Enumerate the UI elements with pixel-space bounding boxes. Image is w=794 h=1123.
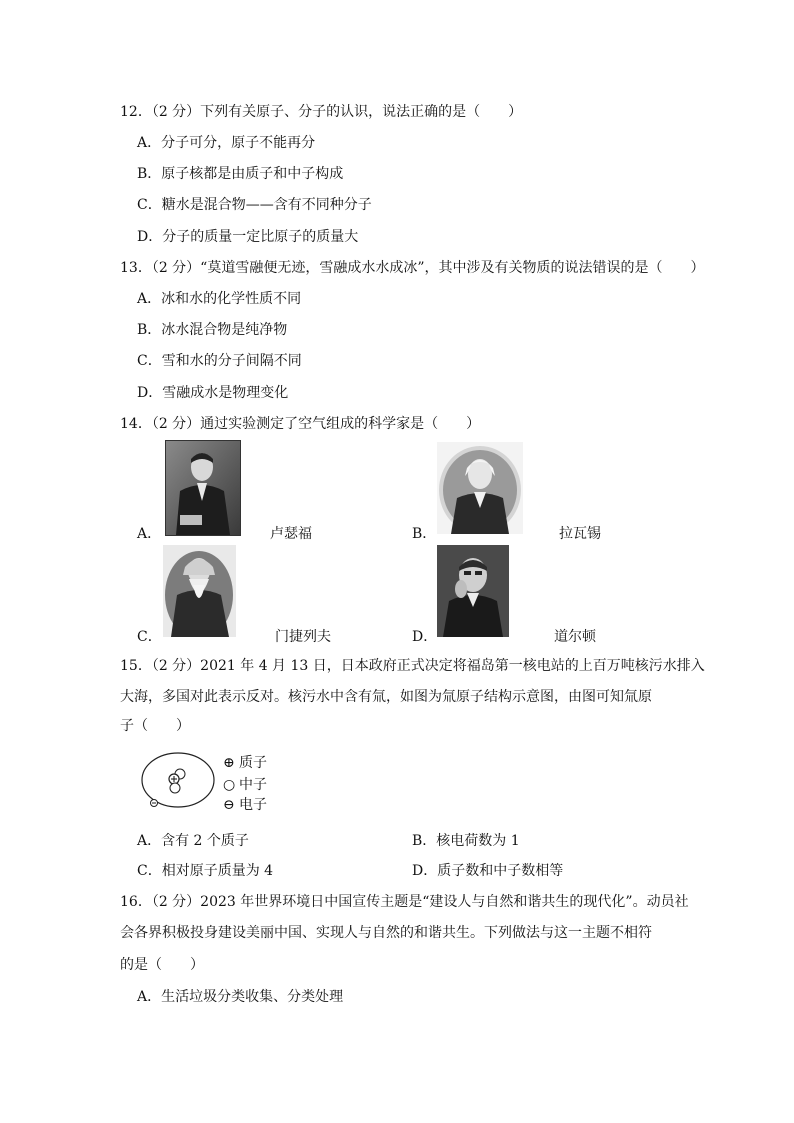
q14-option-a-name: 卢瑟福 — [270, 526, 312, 542]
legend-electron-label: 电子 — [239, 797, 267, 813]
q12-option-a: A．分子可分，原子不能再分 — [137, 135, 316, 151]
q12-option-c: C．糖水是混合物——含有不同种分子 — [137, 197, 372, 213]
q14-option-c-letter: C． — [137, 629, 162, 645]
mendeleev-portrait — [163, 545, 236, 637]
legend-neutron — [223, 776, 267, 794]
q14-stem: 14．（2 分）通过实验测定了空气组成的科学家是（ ） — [120, 416, 481, 432]
tritium-atom-diagram — [138, 748, 218, 810]
q16-option-a: A．生活垃圾分类收集、分类处理 — [137, 989, 344, 1005]
legend-neutron-label: 中子 — [239, 777, 267, 793]
q14-option-b-letter: B． — [412, 526, 437, 542]
q16-stem-line-2: 会各界积极投身建设美丽中国、实现人与自然的和谐共生。下列做法与这一主题不相符 — [120, 925, 652, 941]
q14-option-b-name: 拉瓦锡 — [559, 526, 601, 542]
legend-proton-label: 质子 — [239, 755, 267, 771]
q14-option-d-letter: D． — [412, 629, 438, 645]
legend-electron — [223, 796, 267, 814]
legend-proton — [223, 754, 267, 772]
q14-option-c-name: 门捷列夫 — [275, 629, 331, 645]
lavoisier-portrait — [437, 442, 523, 534]
electron-icon: ⊖ — [223, 797, 235, 813]
dalton-portrait — [437, 545, 509, 637]
q12-option-d: D．分子的质量一定比原子的质量大 — [137, 229, 359, 245]
q15-option-d: D．质子数和中子数相等 — [412, 863, 564, 879]
q14-option-a-letter: A． — [137, 526, 162, 542]
q15-stem-line-1: 15．（2 分）2021 年 4 月 13 日，日本政府正式决定将福岛第一核电站的上百万吨核污水排入 — [120, 658, 705, 674]
neutron-icon: ○ — [223, 777, 236, 793]
q13-stem: 13．（2 分）“莫道雪融便无迹，雪融成水水成冰”，其中涉及有关物质的说法错误的是（ ） — [120, 260, 705, 276]
q12-stem: 12．（2 分）下列有关原子、分子的认识，说法正确的是（ ） — [120, 104, 523, 120]
q13-option-c: C．雪和水的分子间隔不同 — [137, 353, 302, 369]
proton-icon: ⊕ — [223, 755, 235, 771]
q15-option-a: A．含有 2 个质子 — [137, 833, 249, 849]
q13-option-b: B．冰水混合物是纯净物 — [137, 322, 288, 338]
q14-option-d-name: 道尔顿 — [554, 629, 596, 645]
q13-option-d: D．雪融成水是物理变化 — [137, 385, 289, 401]
q15-stem-line-2: 大海，多国对此表示反对。核污水中含有氚，如图为氚原子结构示意图，由图可知氚原 — [120, 689, 652, 705]
q13-option-a: A．冰和水的化学性质不同 — [137, 291, 302, 307]
q16-stem-line-3: 的是（ ） — [120, 957, 204, 973]
q15-option-c: C．相对原子质量为 4 — [137, 863, 274, 879]
q15-stem-line-3: 子（ ） — [120, 718, 190, 734]
q12-option-b: B．原子核都是由质子和中子构成 — [137, 166, 344, 182]
q15-option-b: B．核电荷数为 1 — [412, 833, 520, 849]
q16-stem-line-1: 16．（2 分）2023 年世界环境日中国宣传主题是“建设人与自然和谐共生的现代化”。动员社 — [120, 894, 689, 910]
rutherford-portrait — [165, 440, 241, 536]
